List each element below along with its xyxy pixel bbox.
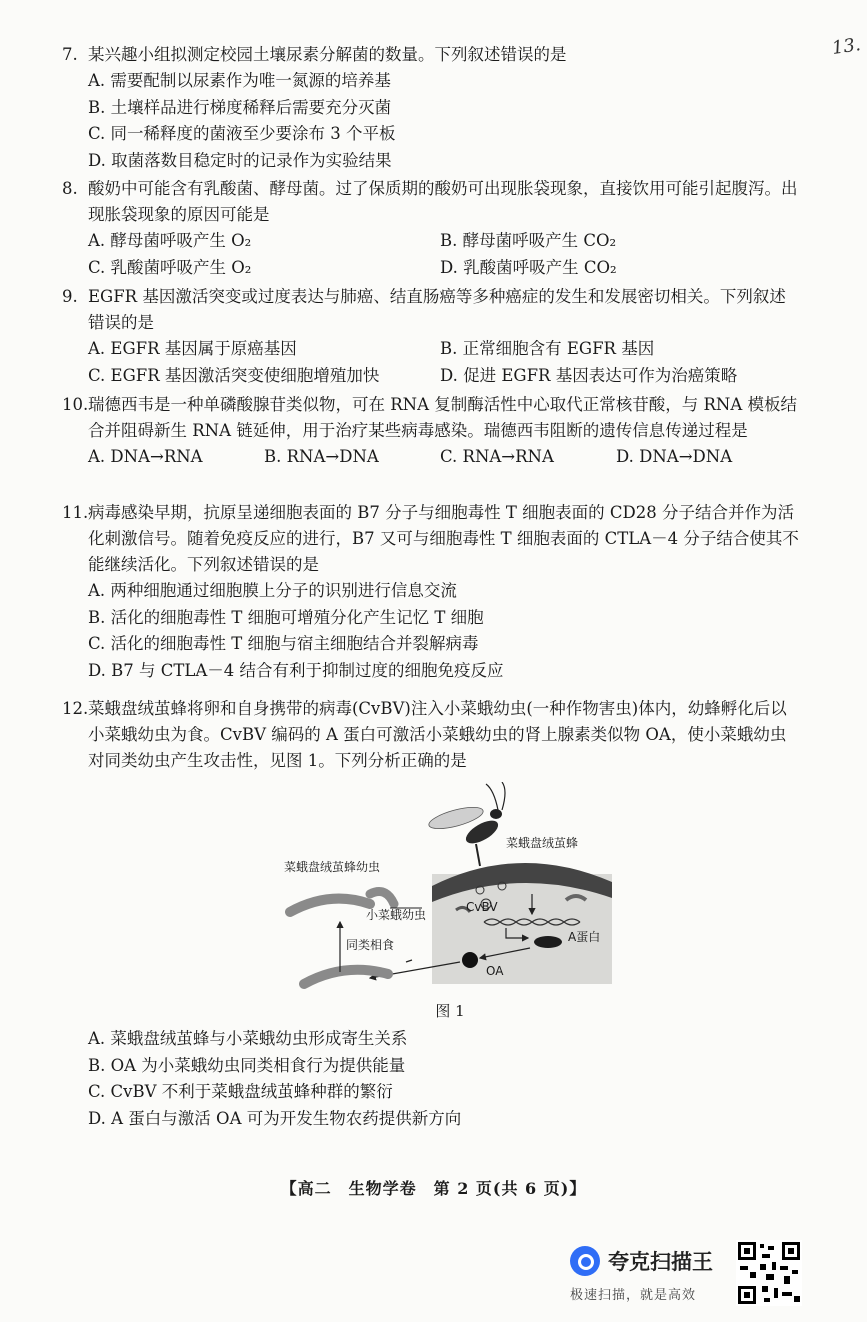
options-grid: [88, 444, 802, 471]
label-a-protein: A蛋白: [568, 930, 601, 944]
label-wasp: 菜蛾盘绒茧蜂: [506, 836, 579, 850]
question-number: 10.: [62, 395, 89, 414]
option-b: B. 活化的细胞毒性 T 细胞可增殖分化产生记忆 T 细胞: [88, 607, 484, 627]
option-a: A. 两种细胞通过细胞膜上分子的识别进行信息交流: [88, 581, 457, 600]
pointer-line: [406, 960, 412, 962]
figure-caption: 图 1: [435, 1002, 465, 1020]
option-d: D. DNA→DNA: [616, 447, 733, 466]
option-a: A. EGFR 基因属于原癌基因: [88, 339, 297, 358]
option-a: A. 菜蛾盘绒茧蜂与小菜蛾幼虫形成寄生关系: [88, 1029, 408, 1048]
question-8: [62, 176, 802, 281]
question-stem: [62, 42, 802, 68]
option-a: A. 需要配制以尿素作为唯一氮源的培养基: [88, 71, 391, 90]
stem-text: 某兴趣小组拟测定校园土壤尿素分解菌的数量。下列叙述错误的是: [88, 45, 567, 64]
question-10: [62, 392, 802, 471]
option-d: D. 促进 EGFR 基因表达可作为治癌策略: [440, 365, 738, 385]
option-b: B. OA 为小菜蛾幼虫同类相食行为提供能量: [88, 1055, 406, 1075]
host-larva-icon: [290, 899, 370, 912]
options-grid: [88, 228, 802, 281]
option-b: B. 酵母菌呼吸产生 CO₂: [440, 231, 617, 250]
question-number: 8.: [62, 179, 78, 198]
scanner-watermark: [566, 1238, 736, 1308]
scanner-name: 夸克扫描王: [608, 1250, 713, 1274]
question-number: 11.: [62, 503, 89, 522]
scanner-logo-icon: [570, 1246, 600, 1276]
question-11: [62, 500, 802, 684]
label-cannibalism: 同类相食: [346, 938, 395, 952]
question-stem: [62, 392, 802, 444]
option-c: C. 活化的细胞毒性 T 细胞与宿主细胞结合并裂解病毒: [88, 634, 479, 653]
handwritten-page-note: 13.: [831, 34, 863, 59]
scanner-slogan: 极速扫描，就是高效: [570, 1288, 697, 1303]
figure-illustration: [280, 782, 620, 994]
label-host-larva: 小菜蛾幼虫: [366, 908, 427, 922]
question-number: 7.: [62, 45, 78, 64]
stem-text: 菜蛾盘绒茧蜂将卵和自身携带的病毒(CvBV)注入小菜蛾幼虫(一种作物害虫)体内，幼蜂孵化后以小菜蛾幼虫为食。CvBV 编码的 A 蛋白可激活小菜蛾幼虫的肾上腺素类似物 OA，使小菜蛾幼虫对同类幼虫产生攻击性，见图 1。下列分析正确的是: [88, 699, 787, 770]
question-stem: [62, 284, 802, 336]
stem-text: 酸奶中可能含有乳酸菌、酵母菌。过了保质期的酸奶可出现胀袋现象，直接饮用可能引起腹泻。出现胀袋现象的原因可能是: [88, 179, 798, 224]
label-wasp-larva: 菜蛾盘绒茧蜂幼虫: [284, 860, 381, 874]
wasp-icon: [427, 782, 505, 866]
figure-1: [280, 782, 620, 994]
question-stem: [62, 500, 802, 578]
option-c: C. CvBV 不利于菜蛾盘绒茧蜂种群的繁衍: [88, 1082, 393, 1101]
option-c: C. 同一稀释度的菌液至少要涂布 3 个平板: [88, 124, 396, 143]
option-a: A. 酵母菌呼吸产生 O₂: [88, 231, 252, 250]
option-d: D. 取菌落数目稳定时的记录作为实验结果: [88, 150, 392, 170]
stem-text: 瑞德西韦是一种单磷酸腺苷类似物，可在 RNA 复制酶活性中心取代正常核苷酸，与 RNA 模板结合并阻碍新生 RNA 链延伸，用于治疗某些病毒感染。瑞德西韦阻断的遗传信息传递过程是: [88, 395, 798, 440]
option-a: A. DNA→RNA: [88, 447, 203, 466]
page-footer: 【高二 生物学卷 第 2 页(共 6 页)】: [280, 1179, 587, 1198]
option-b: B. 正常细胞含有 EGFR 基因: [440, 339, 655, 358]
question-number: 9.: [62, 287, 78, 306]
options-grid: [88, 336, 802, 389]
label-virus: CvBV: [466, 900, 498, 914]
option-c: C. RNA→RNA: [440, 447, 554, 466]
stem-text: 病毒感染早期，抗原呈递细胞表面的 B7 分子与细胞毒性 T 细胞表面的 CD28 分子结合并作为活化刺激信号。随着免疫反应的进行，B7 又可与细胞毒性 T 细胞表面的 CTLA－4 分子结合使其不能继续活化。下列叙述错误的是: [88, 503, 799, 574]
question-7: [62, 42, 802, 174]
option-c: C. 乳酸菌呼吸产生 O₂: [88, 257, 252, 277]
option-d: D. B7 与 CTLA－4 结合有利于抑制过度的细胞免疫反应: [88, 660, 504, 680]
question-stem: [62, 696, 802, 774]
option-d: D. 乳酸菌呼吸产生 CO₂: [440, 257, 617, 277]
question-12: [62, 696, 802, 774]
option-c: C. EGFR 基因激活突变使细胞增殖加快: [88, 365, 380, 385]
question-9: [62, 284, 802, 389]
question-12-options: [62, 1026, 802, 1132]
oa-molecule-icon: [462, 952, 478, 968]
option-b: B. 土壤样品进行梯度稀释后需要充分灭菌: [88, 97, 392, 117]
question-stem: [62, 176, 802, 228]
qr-code-icon: [736, 1240, 802, 1306]
option-d: D. A 蛋白与激活 OA 可为开发生物农药提供新方向: [88, 1108, 462, 1128]
question-number: 12.: [62, 699, 89, 718]
stem-text: EGFR 基因激活突变或过度表达与肺癌、结直肠癌等多种癌症的发生和发展密切相关。下列叙述错误的是: [88, 287, 786, 332]
label-oa: OA: [486, 964, 504, 978]
option-b: B. RNA→DNA: [264, 447, 379, 466]
a-protein-icon: [534, 936, 562, 948]
